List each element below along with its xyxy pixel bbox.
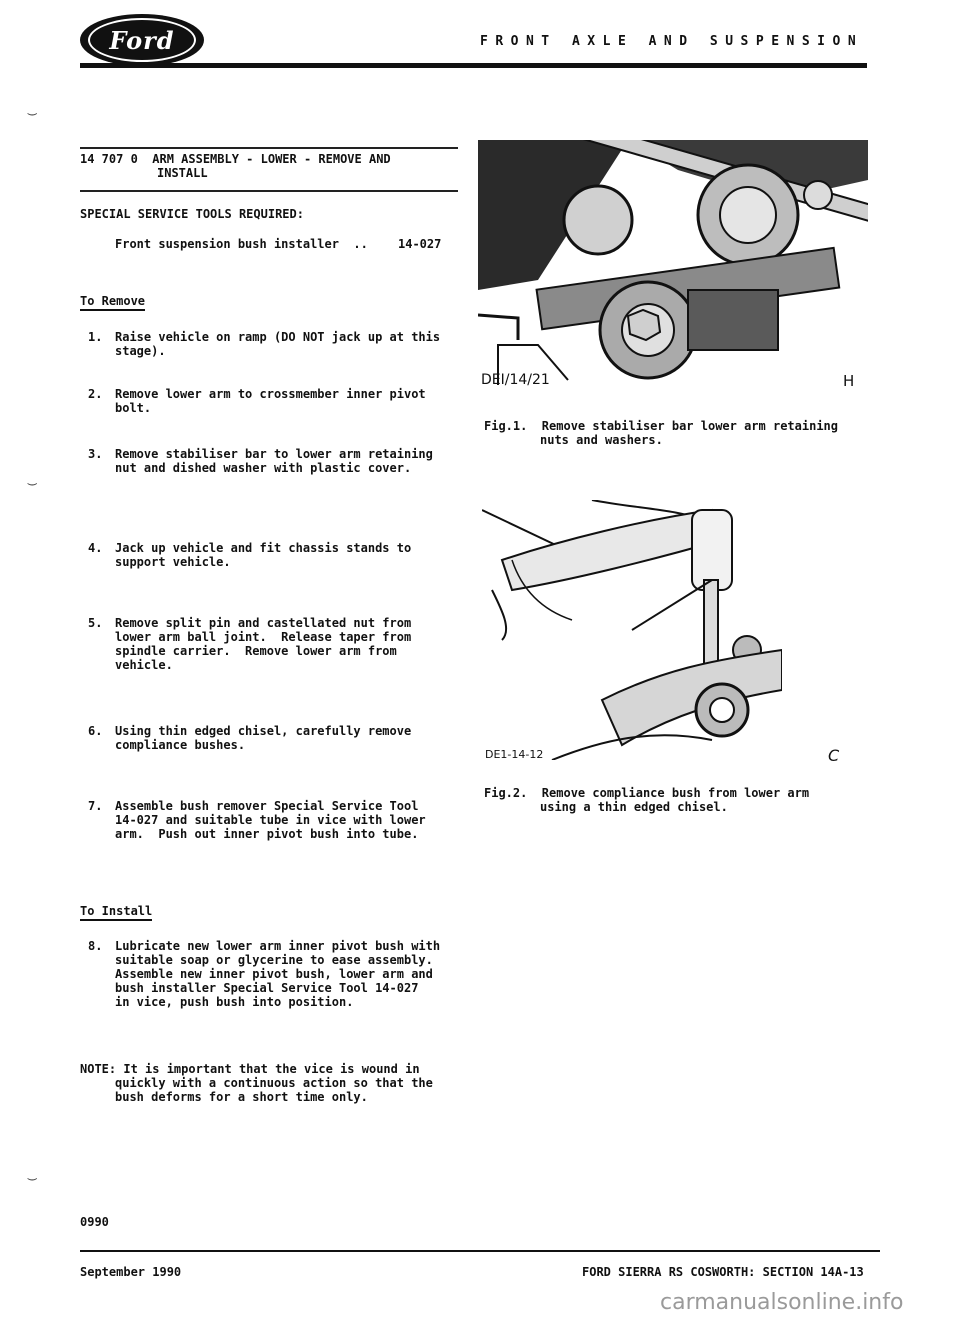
section-top-rule <box>80 147 458 149</box>
page-code: 0990 <box>80 1215 109 1229</box>
footer-reference: FORD SIERRA RS COSWORTH: SECTION 14A-13 <box>582 1265 864 1279</box>
remove-step-6: 6. Using thin edged chisel, carefully remove compliance bushes. <box>88 724 412 752</box>
ford-logo-icon <box>80 14 204 66</box>
tool-name: Front suspension bush installer .. <box>115 237 368 251</box>
install-step-8: 8. Lubricate new lower arm inner pivot bush with suitable soap or glycerine to ease assembly. Assemble new inner pivot bush, lower arm and bush installer Special Service Tool 14-027 in vice, push bush into position. <box>88 939 441 1009</box>
remove-step-5: 5. Remove split pin and castellated nut from lower arm ball joint. Release taper from spindle carrier. Remove lower arm from vehicle. <box>88 616 412 672</box>
figure-1-caption: Fig.1. Remove stabiliser bar lower arm retaining nuts and washers. <box>484 419 839 447</box>
margin-mark: ‿ <box>28 100 37 116</box>
section-heading-line1: 14 707 0 ARM ASSEMBLY - LOWER - REMOVE AND <box>80 152 391 166</box>
header-divider <box>80 63 867 68</box>
remove-step-1: 1. Raise vehicle on ramp (DO NOT jack up at this stage). <box>88 330 441 358</box>
watermark: carmanualsonline.info <box>660 1290 904 1315</box>
margin-mark: ‿ <box>28 470 37 486</box>
footer-date: September 1990 <box>80 1265 182 1279</box>
install-note: NOTE: It is important that the vice is wound in quickly with a continuous action so that the bush deforms for a short time only. <box>80 1062 433 1104</box>
page-header-title: FRONT AXLE AND SUSPENSION <box>480 34 864 49</box>
logo-text: Ford <box>88 18 196 62</box>
section-heading-line2: INSTALL <box>157 166 208 180</box>
footer-divider <box>80 1250 880 1252</box>
remove-step-4: 4. Jack up vehicle and fit chassis stands to support vehicle. <box>88 541 412 569</box>
remove-step-3: 3. Remove stabiliser bar to lower arm retaining nut and dished washer with plastic cover. <box>88 447 433 475</box>
remove-step-7: 7. Assemble bush remover Special Service Tool 14-027 and suitable tube in vice with lower arm. Push out inner pivot bush into tube. <box>88 799 426 841</box>
tools-heading: SPECIAL SERVICE TOOLS REQUIRED: <box>80 207 304 221</box>
margin-mark: ‿ <box>28 1165 37 1181</box>
remove-heading: To Remove <box>80 294 145 308</box>
install-heading: To Install <box>80 904 152 918</box>
figure-2-label: DE1-14-12 <box>485 748 544 761</box>
figure-1-label: DEI/14/21 <box>481 372 550 388</box>
figure-2-caption: Fig.2. Remove compliance bush from lower arm using a thin edged chisel. <box>484 786 810 814</box>
figure-2-tag: C <box>828 746 840 765</box>
figure-1-illustration <box>478 140 868 388</box>
figure-2-illustration <box>482 500 782 760</box>
figure-1-tag: H <box>843 372 855 390</box>
section-bottom-rule <box>80 190 458 192</box>
tool-number: 14-027 <box>398 237 442 251</box>
remove-step-2: 2. Remove lower arm to crossmember inner pivot bolt. <box>88 387 426 415</box>
